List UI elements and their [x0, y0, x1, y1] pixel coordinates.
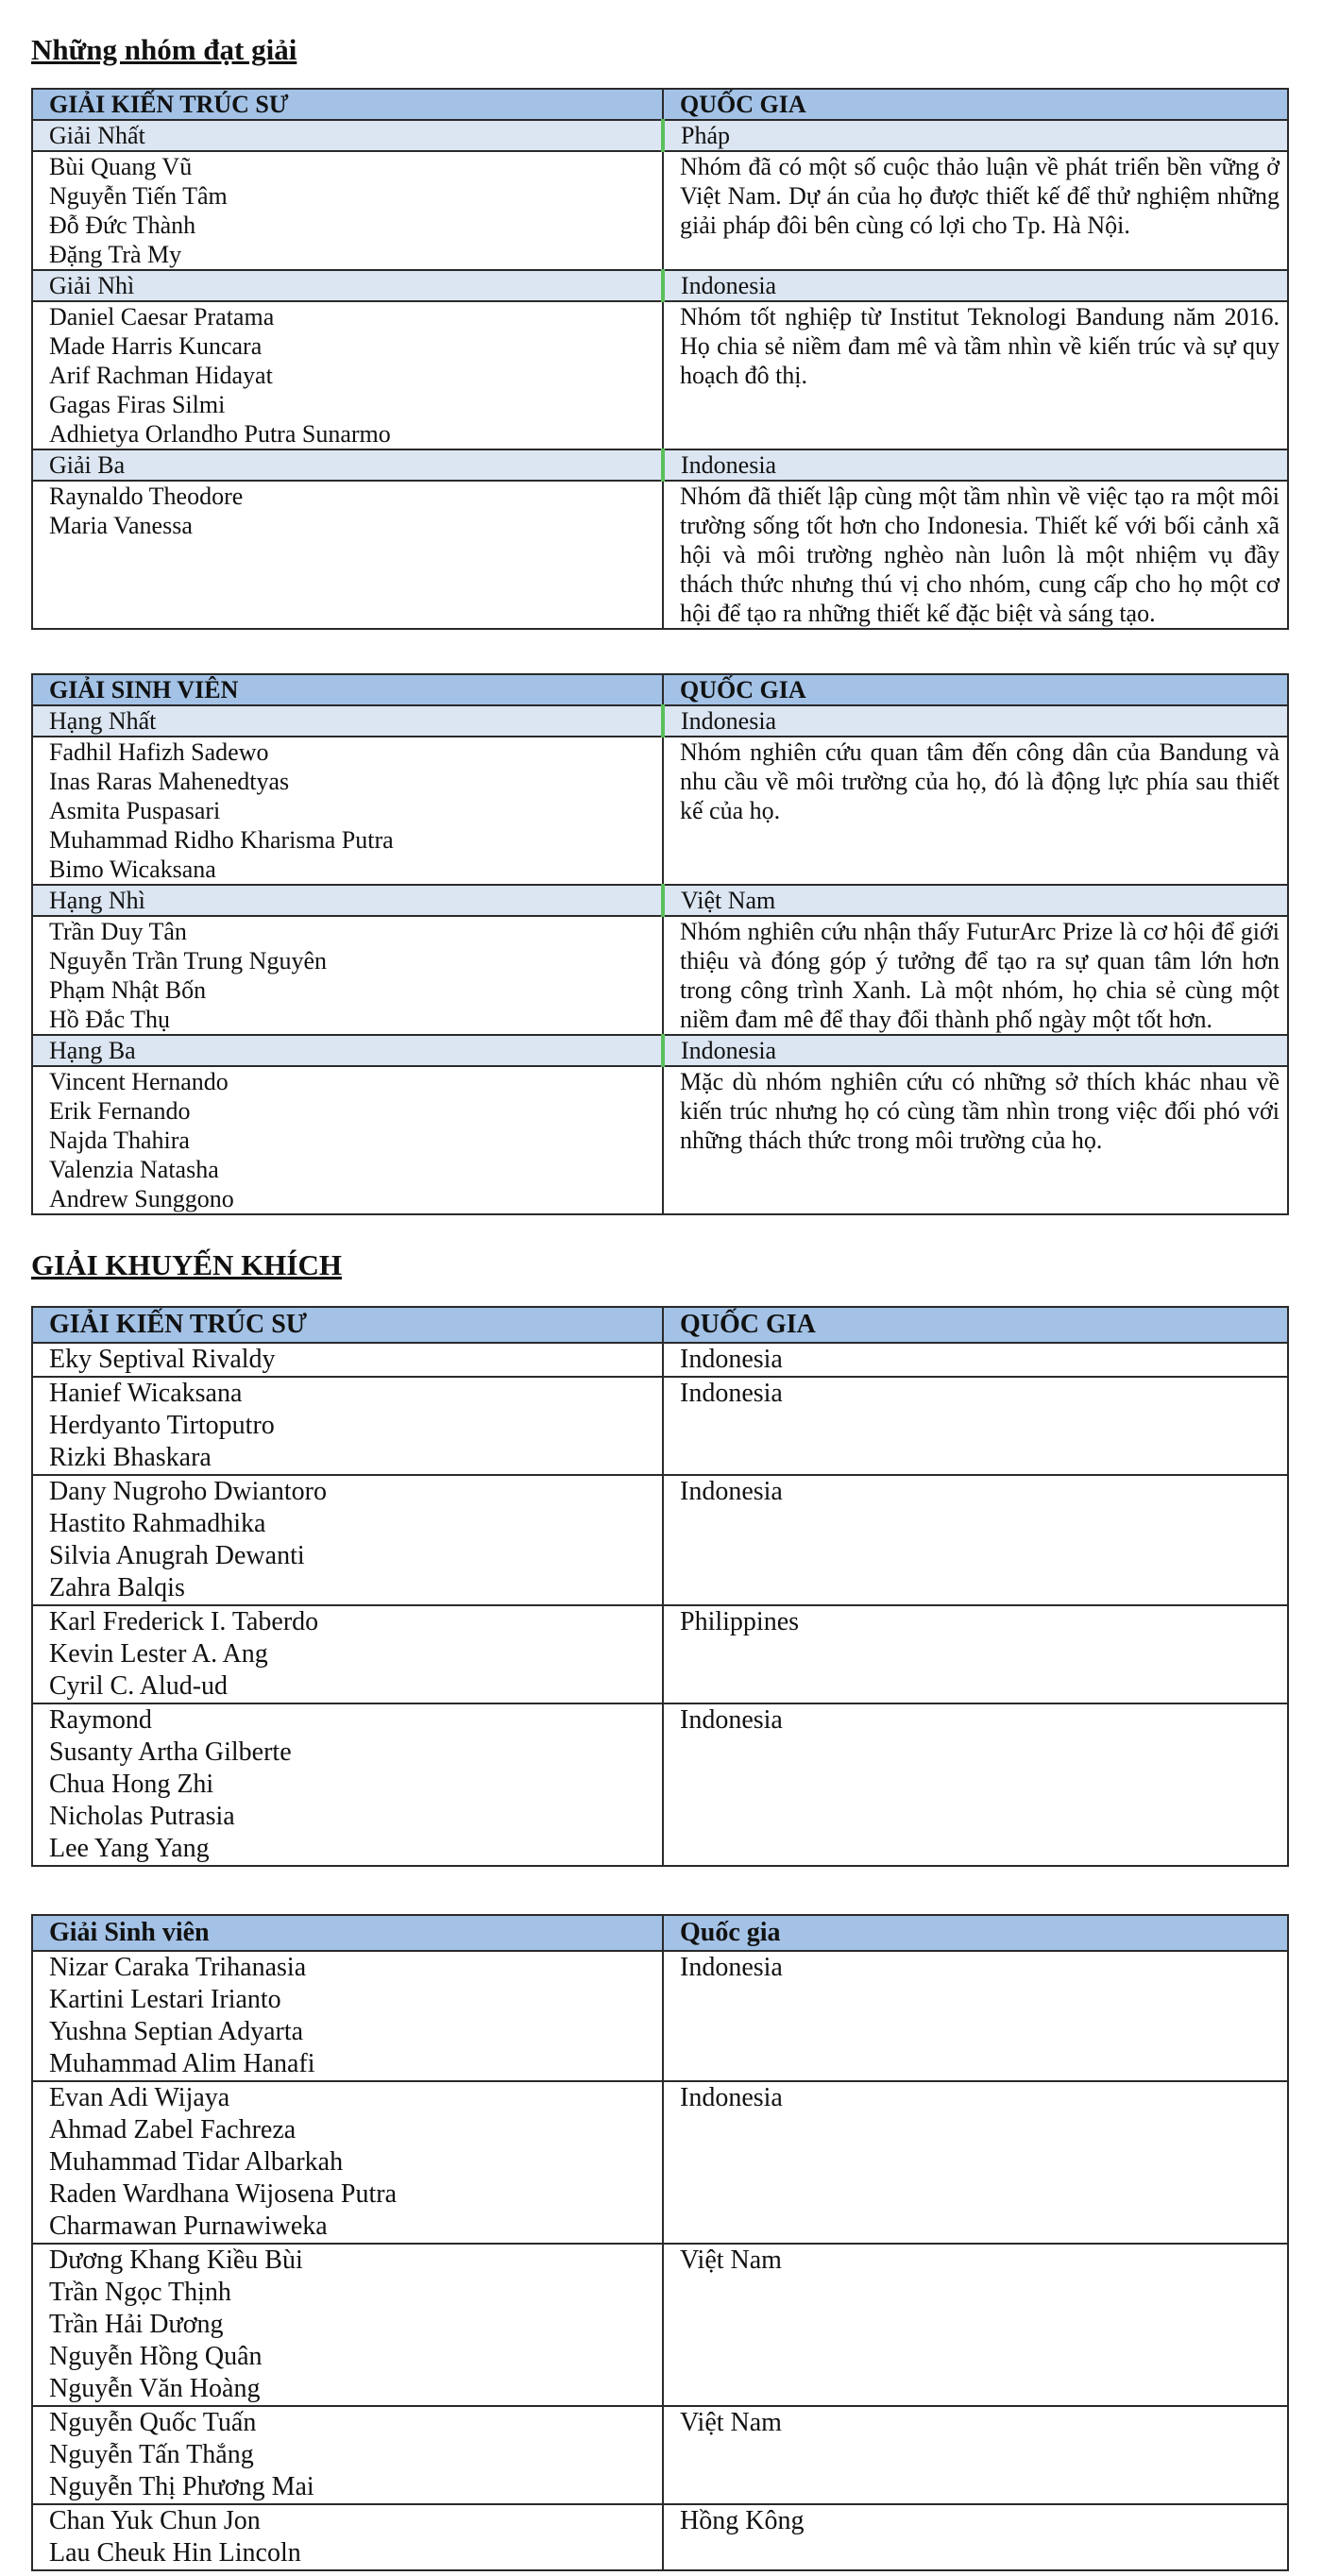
team-members: [32, 2244, 663, 2406]
member-name: Muhammad Alim Hanafi: [49, 2049, 315, 2078]
member-name: Eky Septival Rivaldy: [49, 1345, 276, 1374]
member-name: Vincent Hernando: [49, 1068, 229, 1095]
prize-label: Giải Nhất: [32, 120, 663, 151]
team-description: Nhóm nghiên cứu quan tâm đến công dân của Bandung và nhu cầu về môi trường của họ, đó là động lực phía sau thiết kế của họ.: [663, 737, 1288, 885]
member-name: Nguyễn Trần Trung Nguyên: [49, 947, 327, 974]
member-name: Muhammad Tidar Albarkah: [49, 2147, 344, 2177]
team-members: [32, 301, 663, 449]
architect-winners-body: [32, 120, 1288, 629]
honorable-mention-heading: GIẢI KHUYẾN KHÍCH: [31, 1248, 342, 1281]
member-name: Muhammad Ridho Kharisma Putra: [49, 826, 394, 854]
team-description: Mặc dù nhóm nghiên cứu có những sở thích khác nhau về kiến trúc nhưng họ có cùng tầm nhìn trong việc đối phó với những thách thức trong môi trường của họ.: [663, 1066, 1288, 1214]
column-header-country: Quốc gia: [663, 1915, 1288, 1951]
member-name: Nguyễn Thị Phương Mai: [49, 2472, 314, 2501]
prize-label: Hạng Nhất: [32, 705, 663, 737]
member-name: Dany Nugroho Dwiantoro: [49, 1477, 327, 1506]
team-row: [32, 1377, 1288, 1475]
team-members: [32, 2504, 663, 2570]
team-description: Nhóm nghiên cứu nhận thấy FuturArc Prize là cơ hội để giới thiệu và đóng góp ý tưởng để tạo ra sự quan tâm lớn hơn trong công trình Xanh. Là một nhóm, họ chia sẻ cùng một niềm đam mê để thay đổi thành phố ngày một tốt hơn.: [663, 916, 1288, 1035]
architect-winners-table: [31, 88, 1289, 630]
country-label: Indonesia: [663, 1475, 1288, 1605]
team-members: [32, 1066, 663, 1214]
table-header-row: [32, 1915, 1288, 1951]
prize-row: [32, 705, 1288, 737]
member-name: Erik Fernando: [49, 1097, 191, 1125]
honorable-student-body: [32, 1951, 1288, 2570]
prize-row: [32, 120, 1288, 151]
member-name: Rizki Bhaskara: [49, 1443, 212, 1472]
member-name: Inas Raras Mahenedtyas: [49, 768, 290, 795]
member-name: Valenzia Natasha: [49, 1156, 219, 1183]
member-name: Arif Rachman Hidayat: [49, 362, 273, 389]
team-members: [32, 916, 663, 1035]
prize-row: [32, 885, 1288, 916]
column-header-prize: GIẢI KIẾN TRÚC SƯ: [32, 89, 663, 120]
team-description: Nhóm đã có một số cuộc thảo luận về phát triển bền vững ở Việt Nam. Dự án của họ được thiết kế để thử nghiệm những giải pháp đôi bên cùng có lợi cho Tp. Hà Nội.: [663, 151, 1288, 270]
column-header-prize: GIẢI KIẾN TRÚC SƯ: [32, 1307, 663, 1343]
country-label: Indonesia: [663, 705, 1288, 737]
member-name: Trần Duy Tân: [49, 918, 187, 945]
member-name: Kartini Lestari Irianto: [49, 1985, 281, 2014]
country-label: Indonesia: [663, 2081, 1288, 2244]
country-label: Việt Nam: [663, 2406, 1288, 2504]
winners-heading: Những nhóm đạt giải: [31, 33, 297, 66]
column-header-prize: Giải Sinh viên: [32, 1915, 663, 1951]
country-label: Philippines: [663, 1605, 1288, 1703]
country-label: Indonesia: [663, 449, 1288, 481]
country-label: Pháp: [663, 120, 1288, 151]
member-name: Bimo Wicaksana: [49, 856, 216, 883]
team-row: [32, 2406, 1288, 2504]
country-label: Việt Nam: [663, 885, 1288, 916]
member-name: Raynaldo Theodore: [49, 483, 244, 510]
member-name: Andrew Sunggono: [49, 1185, 234, 1212]
member-name: Najda Thahira: [49, 1127, 190, 1154]
member-name: Lau Cheuk Hin Lincoln: [49, 2538, 301, 2568]
team-description: Nhóm tốt nghiệp từ Institut Teknologi Bandung năm 2016. Họ chia sẻ niềm đam mê và tầm nhìn về kiến trúc và sự quy hoạch đô thị.: [663, 301, 1288, 449]
member-name: Nguyễn Tiến Tâm: [49, 182, 228, 210]
column-header-country: QUỐC GIA: [663, 674, 1288, 705]
member-name: Chan Yuk Chun Jon: [49, 2506, 261, 2535]
member-name: Made Harris Kuncara: [49, 332, 263, 360]
team-row: [32, 1951, 1288, 2081]
member-name: Trần Ngọc Thịnh: [49, 2278, 231, 2307]
team-row: [32, 301, 1288, 449]
team-row: [32, 2081, 1288, 2244]
member-name: Fadhil Hafizh Sadewo: [49, 738, 269, 766]
member-name: Karl Frederick I. Taberdo: [49, 1607, 319, 1636]
member-name: Ahmad Zabel Fachreza: [49, 2115, 297, 2144]
member-name: Zahra Balqis: [49, 1573, 185, 1602]
honorable-student-table: [31, 1914, 1289, 2571]
team-row: [32, 481, 1288, 629]
member-name: Evan Adi Wijaya: [49, 2083, 230, 2112]
team-members: [32, 1605, 663, 1703]
member-name: Raden Wardhana Wijosena Putra: [49, 2179, 398, 2209]
member-name: Nguyễn Văn Hoàng: [49, 2374, 261, 2403]
country-label: Việt Nam: [663, 2244, 1288, 2406]
country-label: Indonesia: [663, 270, 1288, 301]
member-name: Đặng Trà My: [49, 241, 182, 268]
member-name: Asmita Puspasari: [49, 797, 221, 824]
column-header-prize: GIẢI SINH VIÊN: [32, 674, 663, 705]
country-label: Indonesia: [663, 1703, 1288, 1866]
team-members: [32, 1703, 663, 1866]
team-members: [32, 1475, 663, 1605]
member-name: Kevin Lester A. Ang: [49, 1639, 268, 1669]
country-label: Indonesia: [663, 1343, 1288, 1377]
prize-label: Giải Nhì: [32, 270, 663, 301]
country-label: Hồng Kông: [663, 2504, 1288, 2570]
member-name: Nicholas Putrasia: [49, 1802, 235, 1831]
team-row: [32, 1605, 1288, 1703]
honorable-architect-table: [31, 1306, 1289, 1867]
prize-label: Giải Ba: [32, 449, 663, 481]
member-name: Hastito Rahmadhika: [49, 1509, 266, 1538]
team-row: [32, 2504, 1288, 2570]
team-members: [32, 1343, 663, 1377]
member-name: Phạm Nhật Bốn: [49, 976, 207, 1004]
table-header-row: [32, 1307, 1288, 1343]
country-label: Indonesia: [663, 1035, 1288, 1066]
team-row: [32, 1066, 1288, 1214]
member-name: Susanty Artha Gilberte: [49, 1737, 292, 1767]
team-row: [32, 1475, 1288, 1605]
member-name: Dương Khang Kiều Bùi: [49, 2246, 303, 2275]
member-name: Gagas Firas Silmi: [49, 391, 226, 418]
student-winners-table: [31, 673, 1289, 1215]
member-name: Adhietya Orlandho Putra Sunarmo: [49, 420, 391, 448]
member-name: Hanief Wicaksana: [49, 1379, 243, 1408]
member-name: Lee Yang Yang: [49, 1834, 210, 1863]
member-name: Maria Vanessa: [49, 512, 193, 539]
prize-label: Hạng Nhì: [32, 885, 663, 916]
member-name: Nguyễn Hồng Quân: [49, 2342, 263, 2371]
member-name: Trần Hải Dương: [49, 2310, 224, 2339]
team-row: [32, 737, 1288, 885]
country-label: Indonesia: [663, 1951, 1288, 2081]
member-name: Raymond: [49, 1705, 152, 1735]
member-name: Charmawan Purnawiweka: [49, 2212, 328, 2241]
table-header-row: [32, 89, 1288, 120]
team-row: [32, 151, 1288, 270]
prize-row: [32, 449, 1288, 481]
member-name: Nguyễn Tấn Thắng: [49, 2440, 254, 2469]
member-name: Hồ Đắc Thụ: [49, 1006, 171, 1033]
prize-row: [32, 270, 1288, 301]
team-members: [32, 2406, 663, 2504]
member-name: Nguyễn Quốc Tuấn: [49, 2408, 257, 2437]
team-members: [32, 1377, 663, 1475]
member-name: Đỗ Đức Thành: [49, 212, 196, 239]
table-header-row: [32, 674, 1288, 705]
member-name: Cyril C. Alud-ud: [49, 1671, 229, 1701]
team-members: [32, 2081, 663, 2244]
member-name: Chua Hong Zhi: [49, 1770, 214, 1799]
member-name: Silvia Anugrah Dewanti: [49, 1541, 305, 1570]
column-header-country: QUỐC GIA: [663, 1307, 1288, 1343]
prize-label: Hạng Ba: [32, 1035, 663, 1066]
member-name: Herdyanto Tirtoputro: [49, 1411, 275, 1440]
honorable-architect-body: [32, 1343, 1288, 1866]
member-name: Yushna Septian Adyarta: [49, 2017, 304, 2046]
student-winners-body: [32, 705, 1288, 1214]
column-header-country: QUỐC GIA: [663, 89, 1288, 120]
team-members: [32, 1951, 663, 2081]
team-members: [32, 737, 663, 885]
prize-row: [32, 1035, 1288, 1066]
country-label: Indonesia: [663, 1377, 1288, 1475]
member-name: Nizar Caraka Trihanasia: [49, 1953, 307, 1982]
member-name: Bùi Quang Vũ: [49, 153, 193, 180]
team-row: [32, 1703, 1288, 1866]
team-row: [32, 1343, 1288, 1377]
team-members: [32, 151, 663, 270]
team-description: Nhóm đã thiết lập cùng một tầm nhìn về việc tạo ra một môi trường sống tốt hơn cho Indonesia. Thiết kế với bối cảnh xã hội và môi trường nghèo nàn luôn là một nhiệm vụ đầy thách thức nhưng thú vị cho nhóm, cung cấp cho họ một cơ hội để tạo ra những thiết kế đặc biệt và sáng tạo.: [663, 481, 1288, 629]
member-name: Daniel Caesar Pratama: [49, 303, 275, 330]
team-row: [32, 916, 1288, 1035]
team-members: [32, 481, 663, 629]
team-row: [32, 2244, 1288, 2406]
